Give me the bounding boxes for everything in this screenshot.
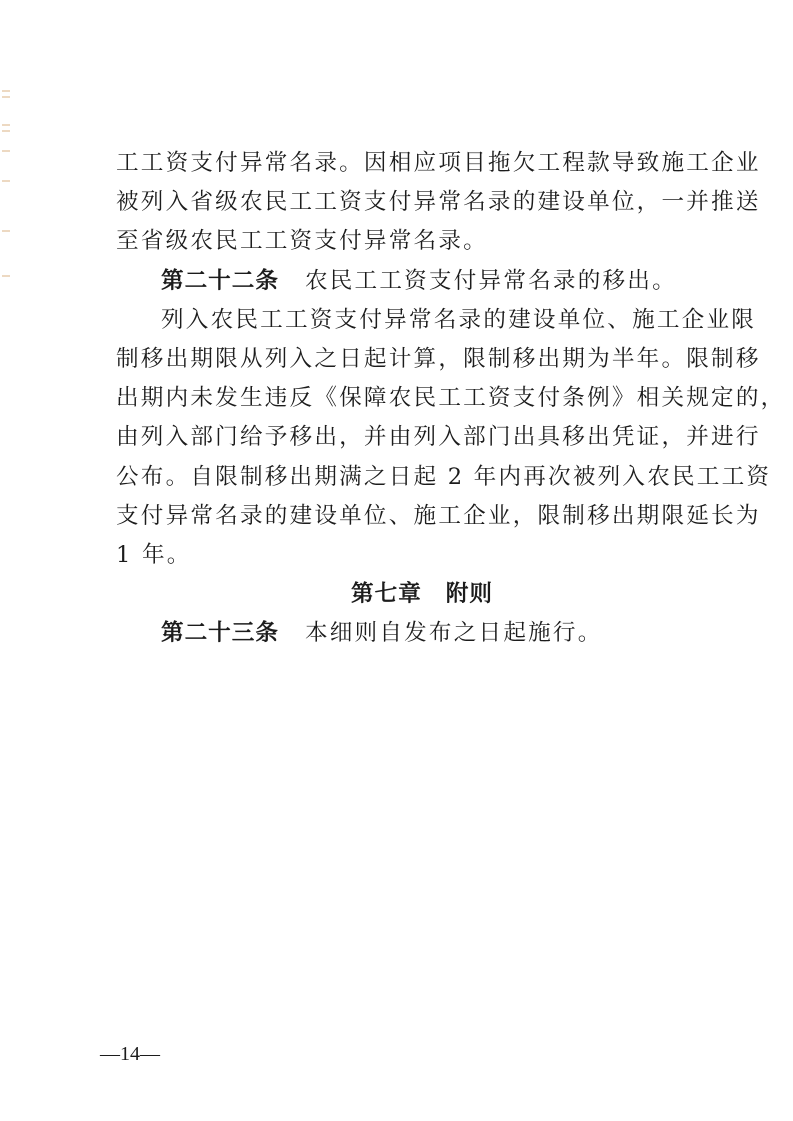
article-22-heading-line	[116, 262, 698, 301]
article-22-body-line: 制移出期限从列入之日起计算，限制移出期为半年。限制移	[116, 345, 761, 372]
document-body	[116, 144, 786, 653]
article-23-text: 本细则自发布之日起施行。	[304, 620, 603, 647]
page-number: —14—	[100, 1043, 160, 1065]
article-22-title: 农民工工资支付异常名录的移出。	[304, 267, 677, 294]
body-line: 被列入省级农民工工资支付异常名录的建设单位，一并推送	[116, 189, 761, 216]
article-22-body-line: 由列入部门给予移出，并由列入部门出具移出凭证，并进行	[116, 424, 761, 451]
chapter-7-heading	[116, 575, 698, 614]
body-line: 工工资支付异常名录。因相应项目拖欠工程款导致施工企业	[116, 150, 761, 176]
article-22-body-line: 出期内未发生违反《保障农民工工资支付条例》相关规定的，	[116, 385, 786, 412]
article-23-line	[116, 614, 698, 653]
chapter-number: 第七章	[351, 581, 422, 608]
article-22-body-line: 1 年。	[116, 541, 192, 568]
article-22-body-line: 支付异常名录的建设单位、施工企业，限制移出期限延长为	[116, 502, 761, 529]
scan-margin-marks	[0, 80, 14, 300]
article-23-number: 第二十三条	[161, 620, 279, 647]
body-line: 至省级农民工工资支付异常名录。	[116, 228, 488, 255]
chapter-title: 附则	[445, 581, 493, 608]
article-22-body-line: 列入农民工工资支付异常名录的建设单位、施工企业限	[161, 306, 757, 333]
article-22-number: 第二十二条	[161, 267, 279, 294]
article-22-body-line: 公布。自限制移出期满之日起 2 年内再次被列入农民工工资	[116, 463, 772, 490]
